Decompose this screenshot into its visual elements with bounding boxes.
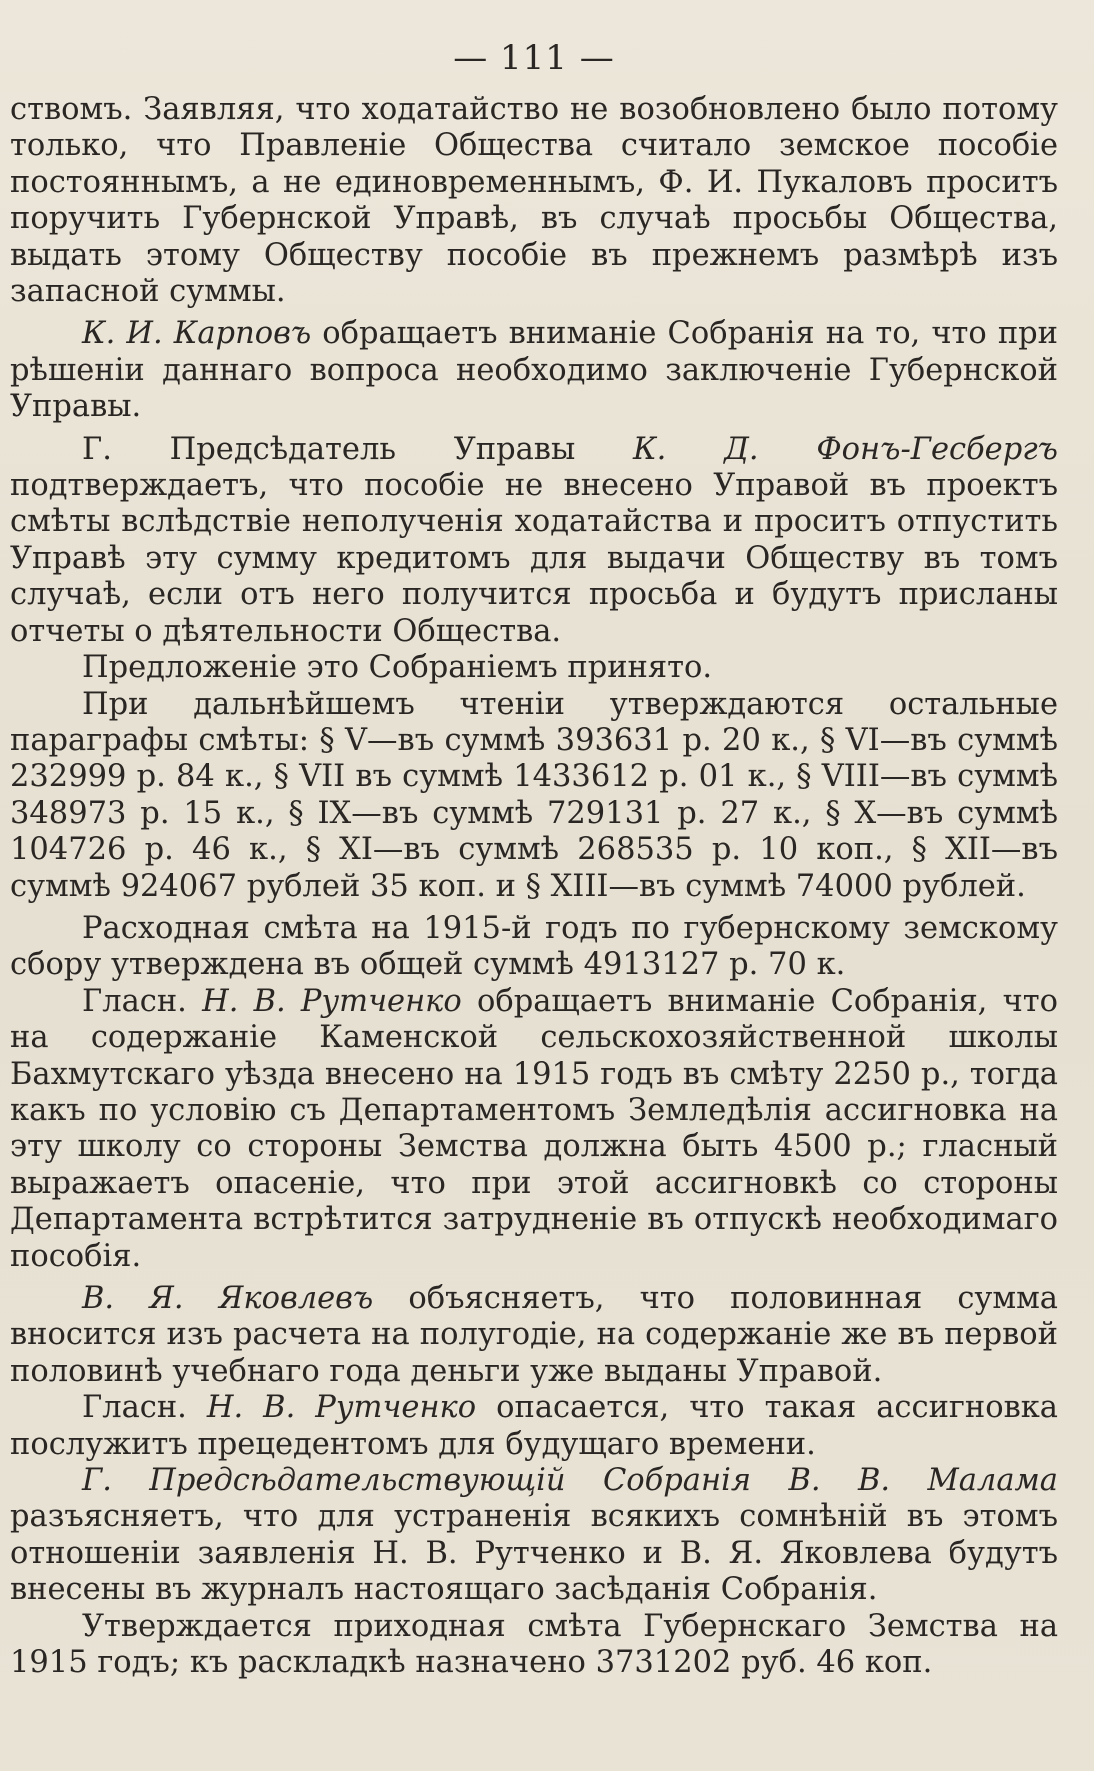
paragraph-5 [10, 687, 1058, 905]
speaker-name: К. И. Карповъ [82, 316, 312, 352]
page-number: — 111 — [453, 38, 615, 78]
speaker-name: К. Д. Фонъ-Гесбергъ [633, 431, 1059, 467]
speaker-name: Г. Предсѣдательствующій Собранія В. В. Малама [82, 1463, 1058, 1499]
paragraph-8 [10, 1281, 1058, 1390]
paragraph-text: Расходная смѣта на 1915-й годъ по губернскому земскому сбору утверждена въ общей суммѣ 4913127 р. 70 к. [10, 910, 1058, 983]
speaker-name: Н. В. Рутченко [206, 1390, 477, 1426]
paragraph-text: Предложеніе это Собраніемъ принято. [82, 650, 713, 686]
paragraph-11 [10, 1609, 1058, 1682]
paragraph-9 [10, 1390, 1058, 1463]
paragraph-text: обращаетъ вниманіе Собранія на то, что при рѣшеніи даннаго вопроса необходимо заключеніе Губернской Управы. [10, 316, 1058, 425]
paragraph-text: ствомъ. Заявляя, что ходатайство не возобновлено было потому только, что Правленіе Общества считало земское пособіе постояннымъ, а не единовременнымъ, Ф. И. Пукаловъ проситъ поручить Губернской Управѣ, въ случаѣ просьбы Общества, выдать этому Обществу пособіе въ прежнемъ размѣрѣ изъ запасной суммы. [10, 92, 1058, 310]
paragraph-text: При дальнѣйшемъ чтеніи утверждаются остальные параграфы смѣты: § V—въ суммѣ 393631 р. 20 к., § VI—въ суммѣ 232999 р. 84 к., § VII въ суммѣ 1433612 р. 01 к., § VIII—въ суммѣ 348973 р. 15 к., § IX—въ суммѣ 729131 р. 27 к., § X—въ суммѣ 104726 р. 46 к., § XI—въ суммѣ 268535 р. 10 коп., § XII—въ суммѣ 924067 рублей 35 коп. и § XIII—въ суммѣ 74000 рублей. [10, 686, 1058, 904]
paragraph-3 [10, 432, 1058, 650]
paragraph-text: обращаетъ вниманіе Собранія, что на содержаніе Каменской сельскохозяйственной школы Бахмутскаго уѣзда внесено на 1915 годъ въ смѣту 2250 р., тогда какъ по условію съ Департаментомъ Земледѣлія ассигновка на эту школу со стороны Земства должна быть 4500 р.; гласный выражаетъ опасеніе, что при этой ассигновкѣ со стороны Департамента встрѣтится затрудненіе въ отпускѣ необходимаго пособія. [10, 983, 1059, 1274]
paragraph-text: Утверждается приходная смѣта Губернскаго Земства на 1915 годъ; къ раскладкѣ назначено 3731202 руб. 46 коп. [10, 1608, 1058, 1681]
paragraph-text: объясняетъ, что половинная сумма вносится изъ расчета на полугодіе, на содержаніе же въ первой половинѣ учебнаго года деньги уже выданы Управой. [10, 1281, 1058, 1389]
paragraph-4 [10, 650, 1058, 686]
paragraph-text: опасается, что такая ассигновка послужитъ прецедентомъ для будущаго времени. [10, 1390, 1058, 1462]
paragraph-10 [10, 1463, 1058, 1609]
paragraph-text: Г. Предсѣдатель Управы [82, 431, 634, 467]
speaker-name: В. Я. Яковлевъ [82, 1281, 374, 1316]
speaker-name: Н. В. Рутченко [202, 983, 462, 1019]
paragraph-1 [10, 92, 1058, 310]
paragraph-text: разъясняетъ, что для устраненія всякихъ сомнѣній въ этомъ отношеніи заявленія Н. В. Рутченко и В. Я. Яковлева будутъ внесены въ журналъ настоящаго засѣданія Собранія. [10, 1499, 1058, 1608]
paragraph-text: Гласн. [82, 983, 203, 1019]
paragraph-text: Гласн. [82, 1390, 207, 1426]
paragraph-7 [10, 984, 1058, 1275]
paragraph-text: подтверждаетъ, что пособіе не внесено Управой въ проектъ смѣты вслѣдствіе неполученія ходатайства и проситъ отпустить Управѣ эту сумму кредитомъ для выдачи Обществу въ томъ случаѣ, если отъ него получится просьба и будутъ присланы отчеты о дѣятельности Общества. [10, 468, 1058, 649]
paragraph-2 [10, 316, 1058, 425]
paragraph-6 [10, 911, 1058, 984]
